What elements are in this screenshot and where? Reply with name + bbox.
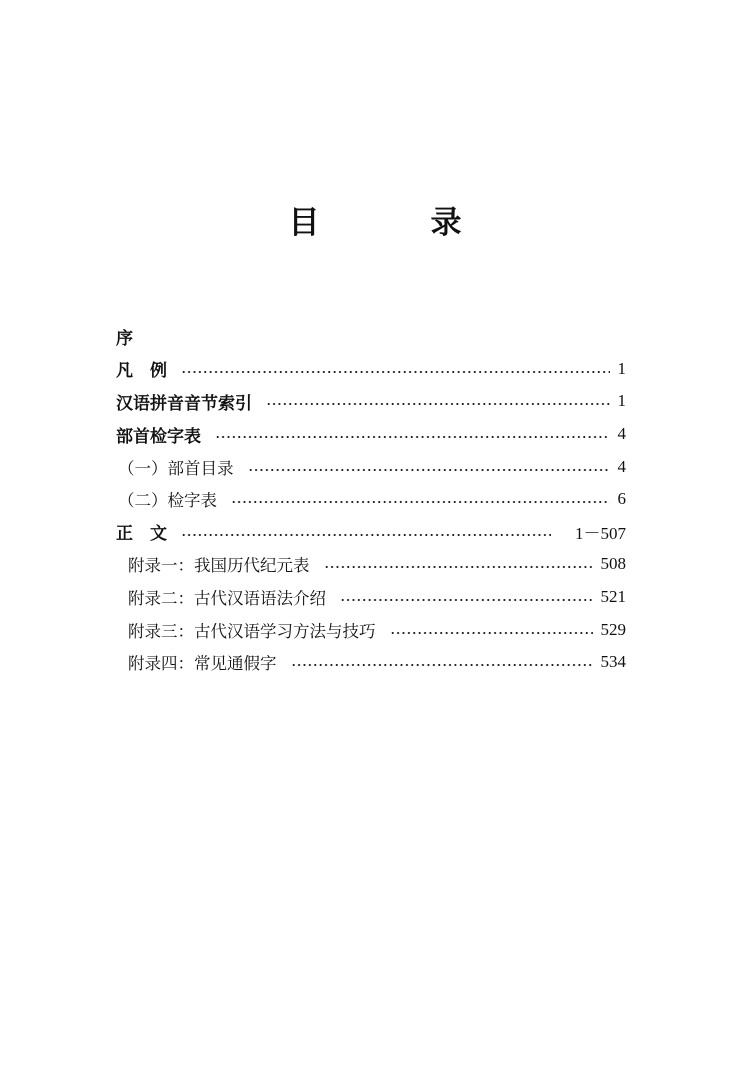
dot-leader: [291, 664, 593, 666]
toc-entry-fanli[interactable]: [116, 353, 626, 386]
dot-leader: [248, 469, 610, 471]
table-of-contents: [116, 320, 626, 679]
toc-entry-label: 序: [116, 328, 133, 349]
toc-entry-preface[interactable]: [116, 320, 626, 353]
toc-page-number: 529: [600, 619, 626, 639]
dot-leader: [266, 403, 610, 405]
dot-leader: [340, 599, 593, 601]
toc-entry-label: 正 文: [116, 524, 167, 545]
toc-entry-label: 部首检字表: [116, 426, 201, 447]
dot-leader: [231, 501, 610, 503]
toc-page-number: 6: [617, 489, 626, 509]
toc-entry-appendix-4[interactable]: [116, 646, 626, 679]
dot-leader: [181, 534, 551, 536]
dot-leader: [215, 436, 610, 438]
toc-entry-appendix-1[interactable]: [116, 548, 626, 581]
toc-entry-radical-table[interactable]: [116, 418, 626, 451]
toc-entry-char-table[interactable]: [116, 483, 626, 516]
toc-page-number: 508: [600, 554, 626, 574]
toc-page-number: 521: [600, 587, 626, 607]
toc-page-number: 1－507: [575, 524, 626, 544]
toc-entry-main-text[interactable]: [116, 516, 626, 549]
toc-entry-label: 附录三：古代汉语学习方法与技巧: [128, 621, 376, 641]
toc-entry-label: （二）检字表: [118, 491, 217, 511]
toc-page-number: 4: [617, 456, 626, 476]
toc-entry-label: 附录一：我国历代纪元表: [128, 556, 310, 576]
toc-entry-appendix-3[interactable]: [116, 613, 626, 646]
toc-entry-label: 附录四：常见通假字: [128, 654, 277, 674]
toc-entry-label: （一）部首目录: [118, 458, 234, 478]
toc-entry-radical-list[interactable]: [116, 450, 626, 483]
toc-entry-label: 附录二：古代汉语语法介绍: [128, 589, 326, 609]
toc-page-number: 534: [600, 652, 626, 672]
dot-leader: [324, 566, 593, 568]
toc-entry-label: 汉语拼音音节索引: [116, 393, 252, 414]
toc-entry-label: 凡 例: [116, 361, 167, 382]
dot-leader: [390, 632, 593, 634]
toc-page-number: 4: [617, 424, 626, 444]
toc-page-number: 1: [617, 358, 626, 378]
dot-leader: [181, 371, 610, 373]
toc-page-number: 1: [617, 391, 626, 411]
page-title: 目 录: [288, 205, 502, 241]
toc-entry-appendix-2[interactable]: [116, 581, 626, 614]
toc-entry-pinyin-index[interactable]: [116, 385, 626, 418]
